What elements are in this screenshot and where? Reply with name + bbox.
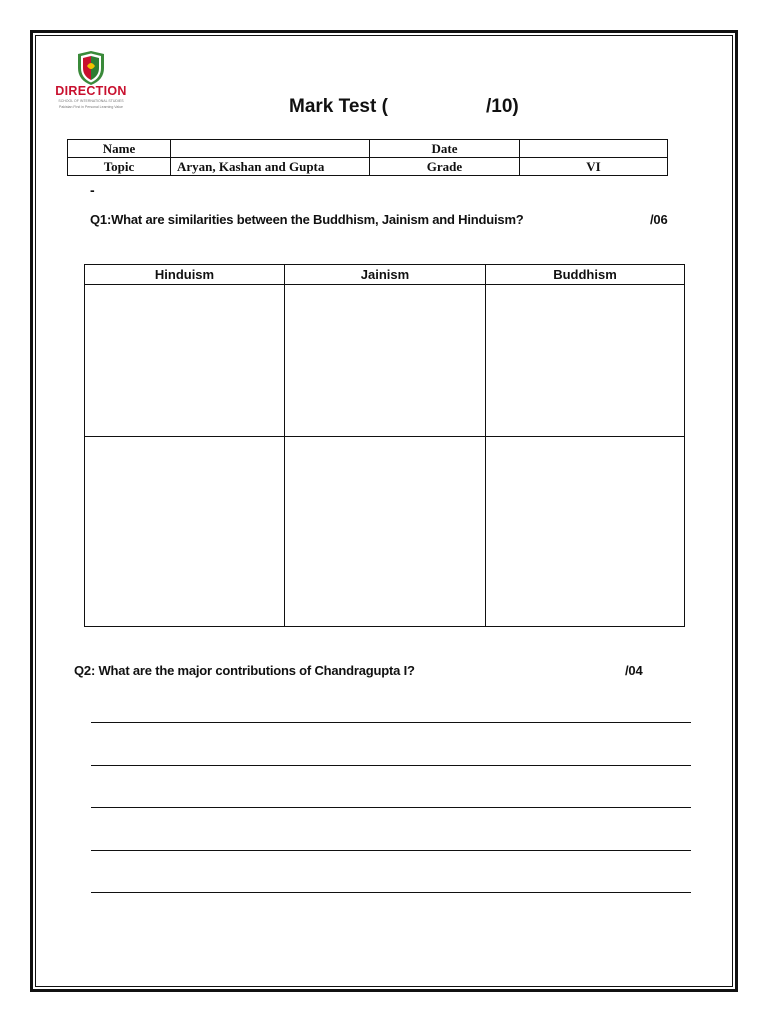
answer-line[interactable]: [91, 722, 691, 723]
q1-marks: /06: [650, 212, 668, 227]
q1-text: Q1:What are similarities between the Buddhism, Jainism and Hinduism?: [90, 212, 524, 227]
date-label: Date: [370, 140, 520, 158]
test-total-marks: /10): [486, 96, 519, 117]
answer-line[interactable]: [91, 765, 691, 766]
logo-school-name: DIRECTION: [55, 84, 127, 98]
answer-cell-hinduism-2[interactable]: [85, 437, 284, 626]
date-field[interactable]: [520, 140, 668, 158]
comparison-grid: [84, 264, 685, 627]
grade-value: VI: [520, 158, 668, 176]
q2-text: Q2: What are the major contributions of Chandragupta I?: [74, 663, 415, 678]
school-logo: [52, 50, 130, 120]
answer-line[interactable]: [91, 850, 691, 851]
answer-cell-jainism-2[interactable]: [285, 437, 485, 626]
topic-label: Topic: [68, 158, 171, 176]
answer-cell-buddhism-2[interactable]: [486, 437, 684, 626]
answer-cell-jainism-1[interactable]: [285, 285, 485, 436]
answer-line[interactable]: [91, 807, 691, 808]
name-field[interactable]: [171, 140, 370, 158]
dash-mark: -: [90, 182, 95, 198]
grade-label: Grade: [370, 158, 520, 176]
student-info-table: [67, 139, 668, 176]
answer-cell-hinduism-1[interactable]: [85, 285, 284, 436]
logo-motto: Pakistan First in Personal Learning Value: [59, 105, 123, 109]
topic-value: Aryan, Kashan and Gupta: [171, 158, 370, 176]
answer-cell-buddhism-1[interactable]: [486, 285, 684, 436]
test-title: Mark Test (: [289, 96, 388, 117]
column-header-buddhism: Buddhism: [553, 267, 617, 282]
name-label: Name: [68, 140, 171, 158]
shield-icon: [52, 50, 130, 86]
q2-marks: /04: [625, 663, 643, 678]
answer-line[interactable]: [91, 892, 691, 893]
column-header-hinduism: Hinduism: [154, 267, 215, 282]
logo-tagline: SCHOOL OF INTERNATIONAL STUDIES: [58, 99, 124, 103]
column-header-jainism: Jainism: [360, 267, 410, 282]
